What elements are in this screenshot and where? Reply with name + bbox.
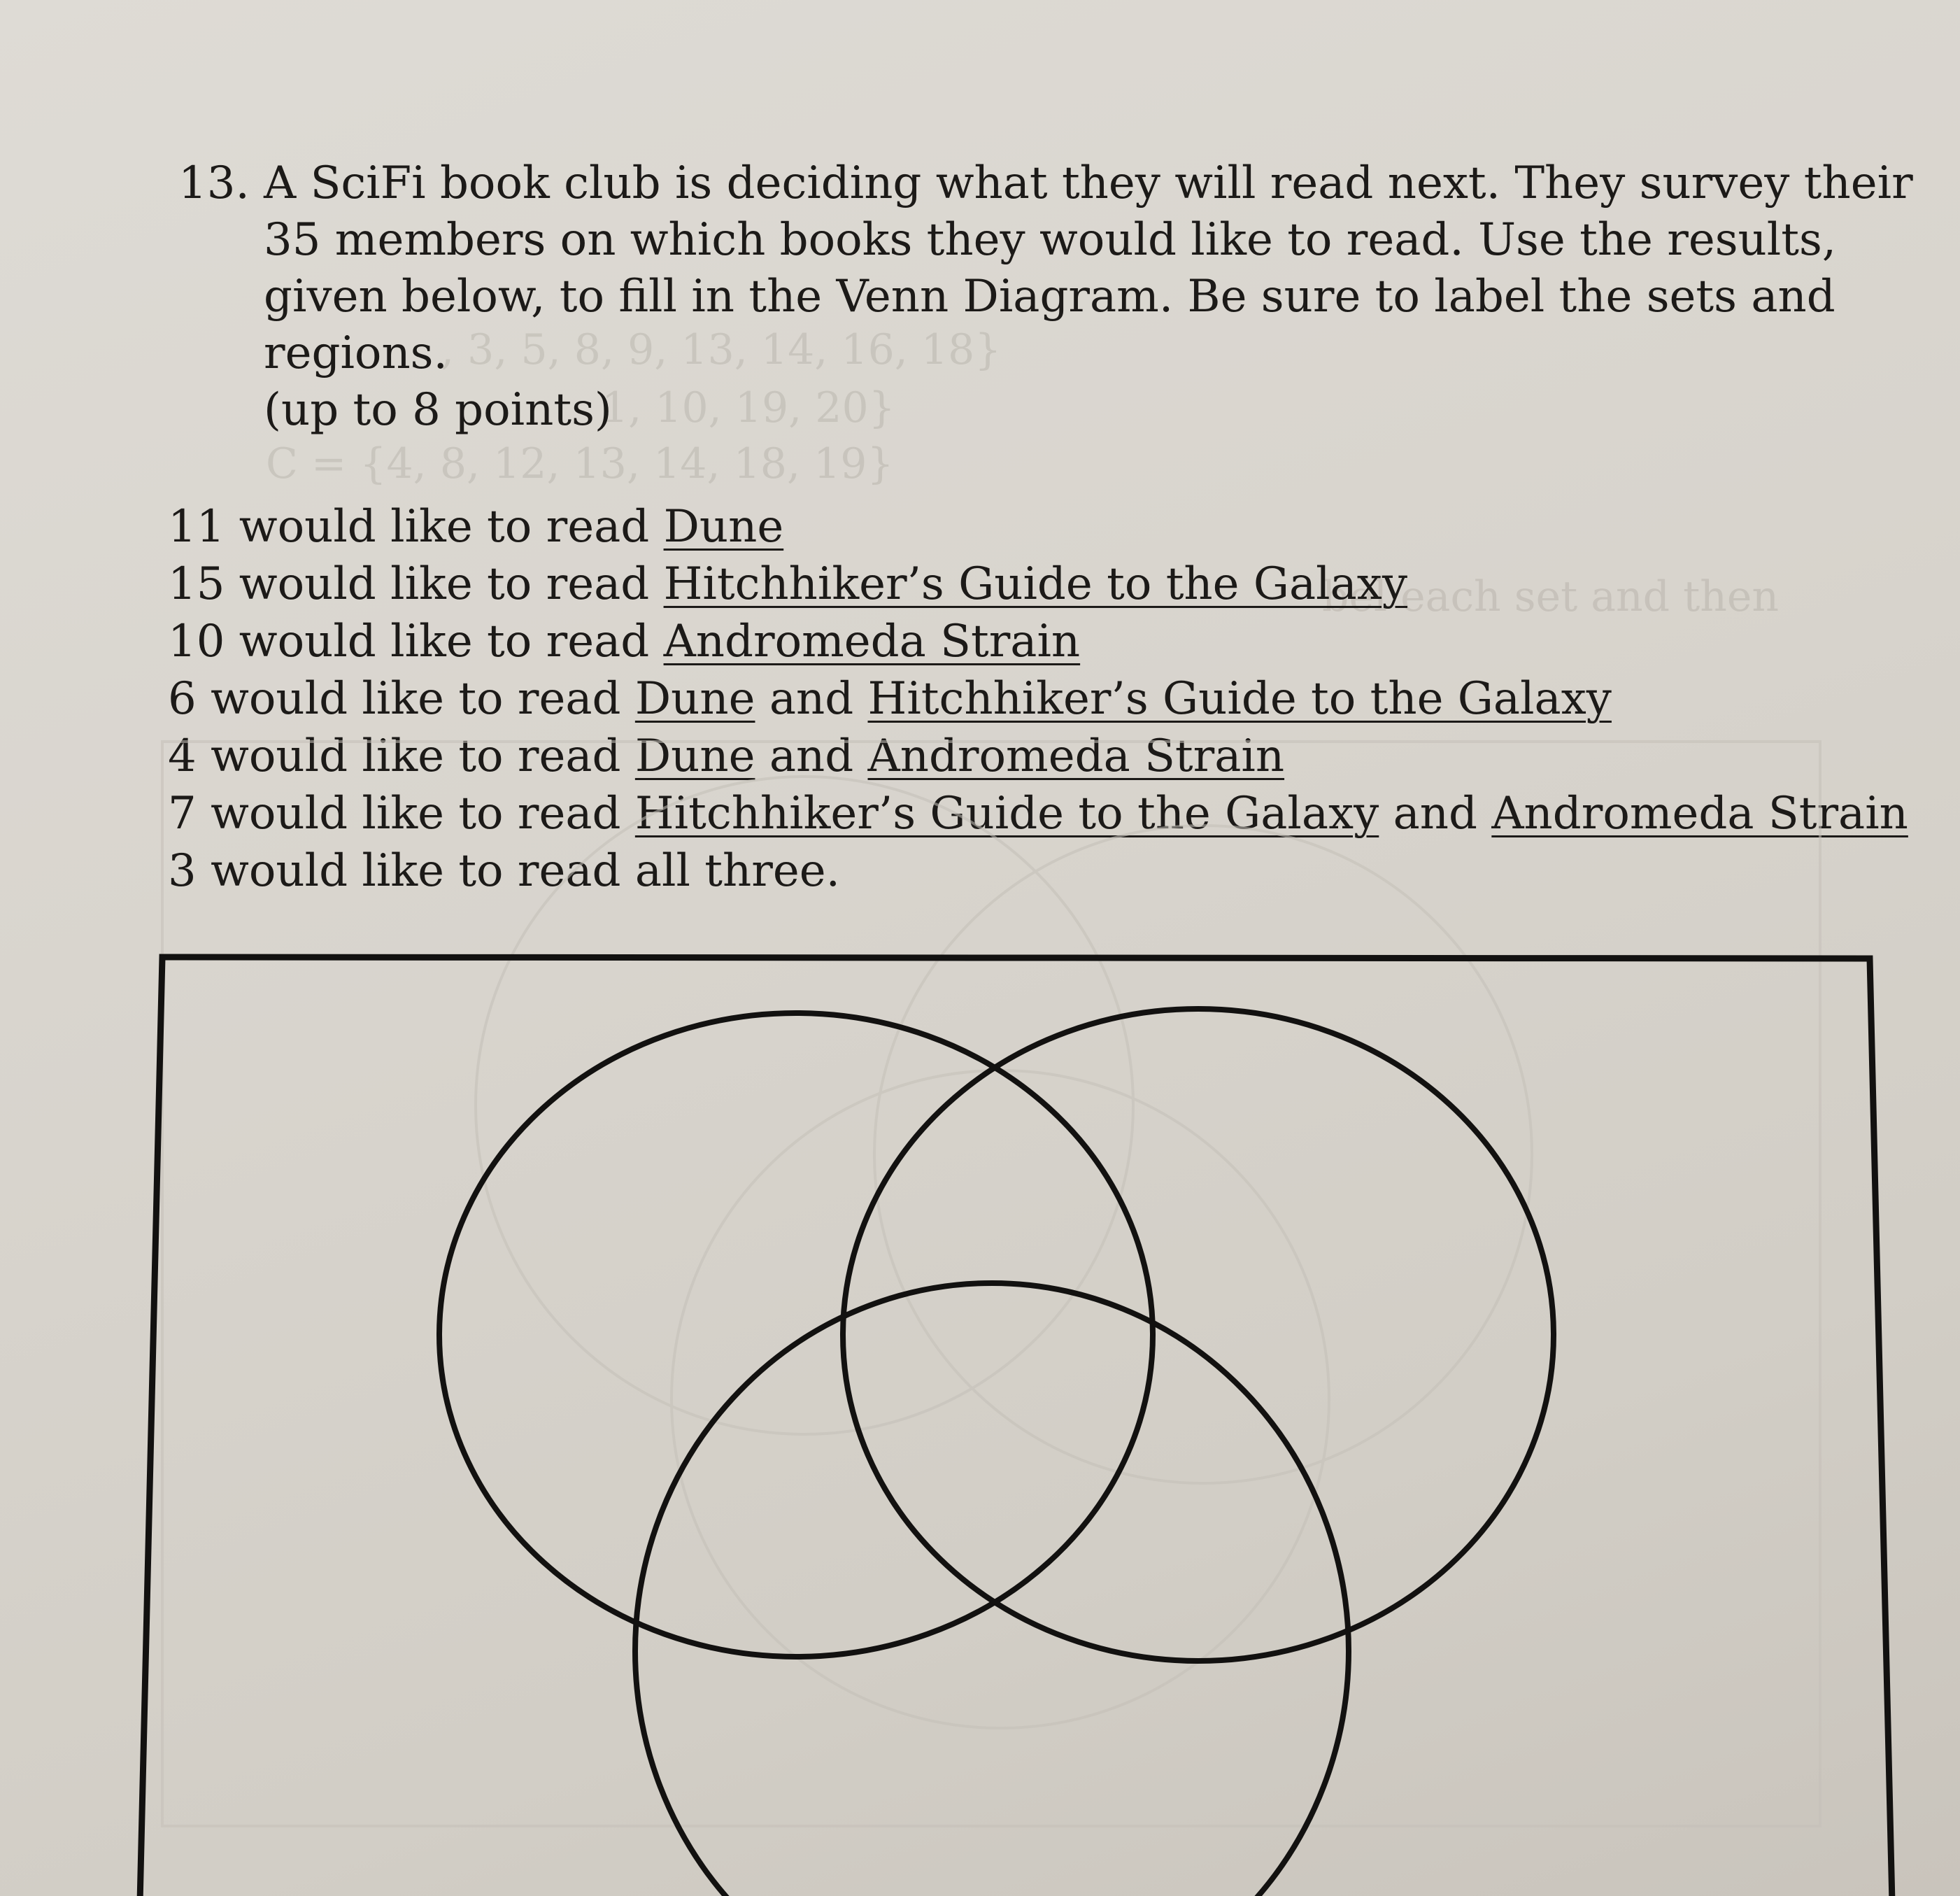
survey-count-text: 3 would like to read all three. [168, 845, 840, 897]
question-number: 13. [178, 157, 250, 209]
book-title: Andromeda Strain [663, 616, 1081, 667]
conjunction: and [1379, 788, 1492, 840]
survey-count-text: 4 would like to read [168, 730, 635, 782]
question-line: 35 members on which books they would like to read. Use the results, [264, 214, 1837, 266]
question-line: regions. [264, 327, 448, 379]
bleed-through-text-2: 1, 10, 19, 20} [602, 383, 895, 432]
conjunction: and [755, 673, 868, 725]
universal-set-rectangle [140, 957, 1892, 1896]
book-title: Dune [634, 730, 755, 782]
survey-count-text: 15 would like to read [168, 558, 664, 610]
venn-circle-hitchhiker[interactable] [843, 1009, 1554, 1661]
conjunction: and [755, 730, 868, 782]
bleed-through-circle-right [874, 826, 1532, 1483]
survey-count-text: 10 would like to read [168, 616, 664, 667]
bleed-through-text-1: , 3, 5, 8, 9, 13, 14, 16, 18} [441, 325, 1002, 374]
points-note: (up to 8 points) [264, 384, 612, 436]
book-title: Hitchhiker’s Guide to the Galaxy [663, 558, 1407, 610]
survey-count-text: 11 would like to read [168, 501, 664, 553]
question-line: given below, to fill in the Venn Diagram. Be sure to label the sets and [264, 271, 1835, 323]
book-title: Dune [634, 673, 755, 725]
book-title: Andromeda Strain [867, 730, 1285, 782]
question-line: A SciFi book club is deciding what they will read next. They survey their [264, 157, 1913, 209]
bleed-through-text-4: bel each set and then [1322, 572, 1780, 621]
book-title: Hitchhiker’s Guide to the Galaxy [634, 788, 1379, 840]
book-title: Hitchhiker’s Guide to the Galaxy [867, 673, 1612, 725]
bleed-through-circle-bottom [672, 1070, 1329, 1728]
survey-count-text: 7 would like to read [168, 788, 635, 840]
venn-circle-dune[interactable] [439, 1013, 1153, 1657]
bleed-through-text-3: C = {4, 8, 12, 13, 14, 18, 19} [266, 439, 894, 488]
book-title: Andromeda Strain [1491, 788, 1908, 840]
survey-count-text: 6 would like to read [168, 673, 635, 725]
book-title: Dune [663, 501, 784, 553]
